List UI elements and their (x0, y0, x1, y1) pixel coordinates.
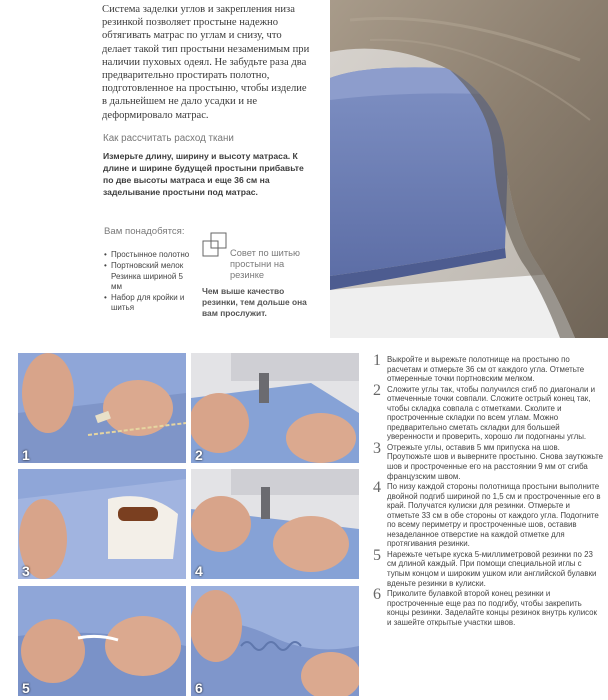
step-number-label: 3 (22, 563, 30, 579)
step-item (373, 439, 604, 481)
bullet-icon: • (104, 261, 107, 270)
step-number: 4 (373, 479, 381, 497)
step-number-label: 2 (195, 447, 203, 463)
materials-item: Резинка шириной 5 мм (111, 272, 183, 291)
hero-photo-mattress (330, 0, 608, 338)
step-item (373, 479, 603, 549)
step-photo-6 (191, 586, 359, 696)
step-number: 2 (373, 381, 381, 399)
tip-title: Совет по шитью простыни на резинке (230, 248, 300, 280)
calc-heading: Как рассчитать расход ткани (103, 133, 234, 144)
step-number-label: 5 (22, 680, 30, 696)
materials-heading: Вам понадобятся: (104, 226, 185, 237)
step-photo-5 (18, 586, 186, 696)
step-number: 3 (373, 439, 381, 457)
step-item (373, 586, 603, 627)
step-text: Приколите булавкой второй конец резинки и простроченные еще раз по подгибу, чтобы закрепить концы резинки. Заделайте концы резинок внутрь кулисок и зашейте открытые участки швов. (387, 589, 597, 627)
materials-item: • Портновский мелок (104, 261, 184, 270)
step-text: Отрежьте углы, оставив 5 мм припуска на шов. Проутюжьте шов и выверните простыню. Снова заутюжьте шов и простроченные его на расстоянии 9 мм от сгиба французским швом. (387, 442, 604, 481)
step-photo-4 (191, 469, 359, 579)
step-photo-3 (18, 469, 186, 579)
materials-item: • Набор для кройки и шитья (104, 293, 185, 312)
step-number-label: 4 (195, 563, 203, 579)
bullet-icon: • (104, 293, 107, 302)
tip-text: Чем выше качество резинки, тем дольше она вам прослужит. (202, 286, 307, 318)
step-number: 6 (373, 586, 381, 604)
materials-item: • Простынное полотно (104, 250, 190, 259)
step-number: 1 (373, 352, 381, 369)
step-item (373, 381, 603, 442)
step-number-label: 6 (195, 680, 203, 696)
step-number-label: 1 (22, 447, 30, 463)
intro-paragraph: Система заделки углов и закрепления низа резинкой позволяет простыне надежно обтягивать матрас по углам и снизу, что делает такой тип простыни незаменимым при наличии пуховых одеял. Не забудьте раза два предварительно простирать полотно, подготовленное на простыню, чтобы изделие в дальнейшем не дало усадки и не деформировало матрас. (102, 4, 310, 121)
step-text: Выкройте и вырежьте полотнище на простыню по расчетам и отмерьте 36 см от каждого угла. Отметьте отмеренные точки портновским мелком. (387, 355, 585, 384)
calc-instructions: Измерьте длину, ширину и высоту матраса. К длине и ширине будущей простыни прибавьте по две высоты матраса и еще 36 см на заделывание простыни под матрас. (103, 151, 304, 197)
step-item (373, 352, 603, 384)
step-text: По низу каждой стороны полотнища простыни выполните двойной подгиб шириной по 1,5 см и простроченные его в край. Получатся кулиски для резинки. Отмерьте и отметьте 33 см в обе стороны от каждого угла. Подогните по всему периметру и простроченные шов, оставив незаделанное отверстие на каждой отметке для протягивания резинки. (387, 482, 601, 549)
step-text: Нарежьте четыре куска 5-миллиметровой резинки по 23 см длиной каждый. При помощи специальной иглы с тупым концом и широким ушком или английской булавки вденьте резинки в кулиски. (387, 549, 597, 588)
step-number: 5 (373, 546, 381, 564)
step-item (373, 546, 603, 588)
overlapping-squares-icon (202, 232, 228, 258)
step-photo-2 (191, 353, 359, 463)
bullet-icon: • (104, 250, 107, 259)
step-photo-1 (18, 353, 186, 463)
steps-list (373, 352, 604, 628)
step-text: Сложите углы так, чтобы получился сгиб по диагонали и отмеченные точки совпали. Сложите острый конец так, чтобы складка совпала с отметками. Сколите и простроченные складки по всем углам. Можно предварительно сметать складки для большей уверенности и проверить, хорошо ли подогнаны углы. (387, 384, 595, 442)
materials-list (103, 250, 193, 314)
